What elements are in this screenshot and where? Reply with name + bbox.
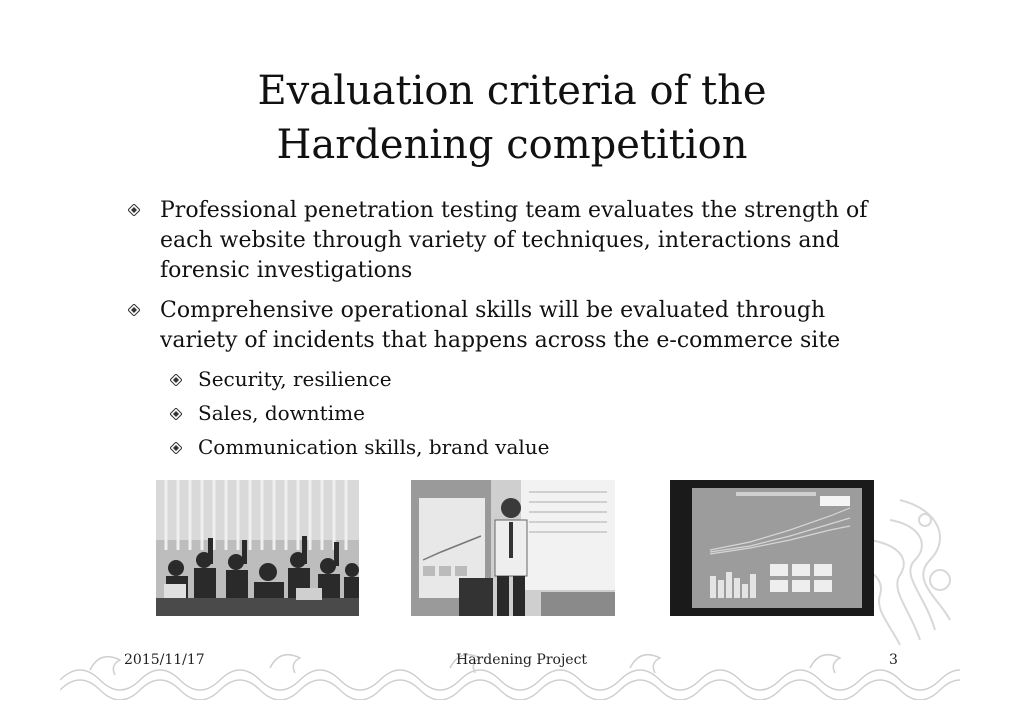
diamond-bullet-icon — [128, 304, 140, 316]
diamond-bullet-icon — [170, 408, 182, 420]
photo-participants — [156, 480, 359, 616]
diamond-bullet-icon — [128, 204, 140, 216]
sub-bullet-text: Sales, downtime — [198, 401, 365, 425]
sub-bullet-item — [126, 366, 886, 392]
sub-bullet-text: Communication skills, brand value — [198, 435, 550, 459]
sub-bullet-item — [126, 400, 886, 426]
wave-border-decoration — [60, 640, 960, 700]
diamond-bullet-icon — [170, 374, 182, 386]
sub-bullet-text: Security, resilience — [198, 367, 392, 391]
title-line-2: Hardening competition — [276, 122, 748, 168]
footer-date: 2015/11/17 — [124, 652, 205, 668]
bullet-list — [126, 196, 886, 468]
footer-center-text: Hardening Project — [456, 652, 588, 668]
sub-bullet-item — [126, 434, 886, 460]
bullet-item — [126, 196, 886, 286]
diamond-bullet-icon — [170, 442, 182, 454]
photo-presenter — [411, 480, 615, 616]
bullet-item — [126, 296, 886, 356]
bullet-text: Comprehensive operational skills will be evaluated through variety of incidents that happens across the e-commerce site — [160, 298, 841, 353]
title-line-1: Evaluation criteria of the — [257, 68, 767, 114]
photo-score-screen — [670, 480, 874, 616]
bullet-text: Professional penetration testing team evaluates the strength of each website through variety of techniques, interactions and forensic investigations — [160, 198, 868, 283]
footer-page-number: 3 — [889, 652, 898, 668]
slide-title — [0, 64, 1024, 172]
